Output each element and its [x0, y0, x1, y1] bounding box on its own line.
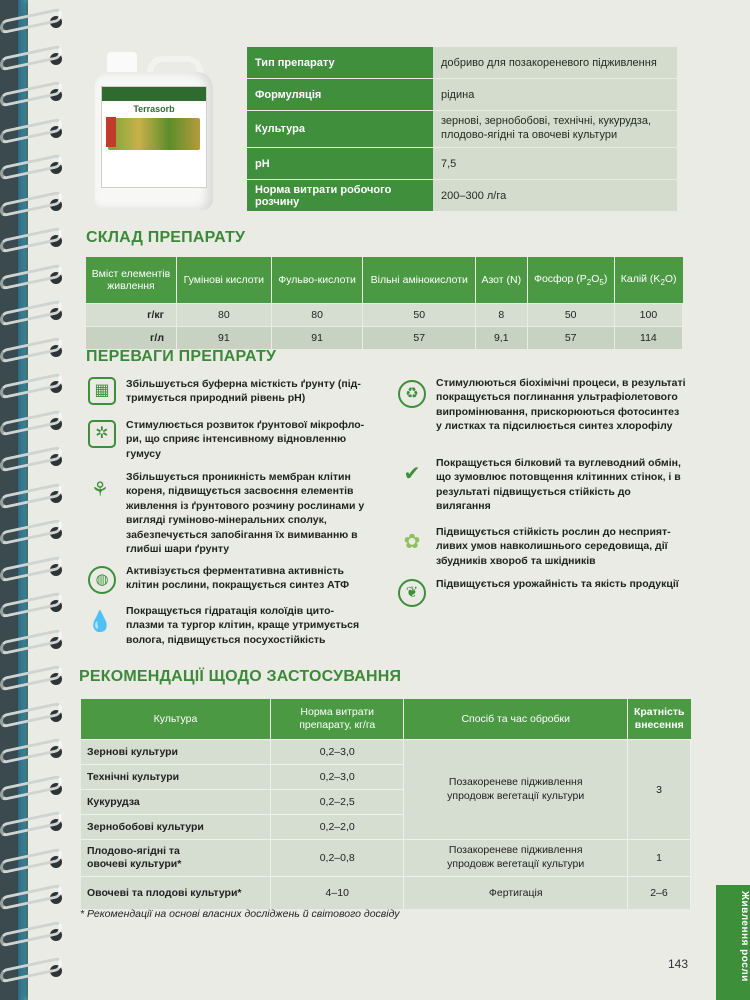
composition-header-row — [86, 257, 683, 304]
advantage-item: Збільшується буферна місткість ґрунту (підтримується природний рівень pH) — [126, 378, 361, 405]
canister-brand: Terrasorb — [133, 104, 175, 114]
composition-row: г/л 91 91 57 9,1 57 114 — [86, 327, 683, 350]
advantage-item: Підвищується стійкість рослин до несприятливих умов навколишнього середовища, дії збудників хвороб та шкідників — [436, 526, 671, 567]
info-row: pH 7,5 — [247, 148, 677, 180]
advantage-item: Активізується ферментативна активність клітин рослини, покращується синтез АТФ — [126, 565, 350, 592]
recommendations-table — [81, 699, 691, 909]
table-row: Плодово-ягідні та овочеві культури* 0,2–0,8 Позакореневе підживлення упродовж вегетації культури 1 — [81, 840, 691, 877]
advantage-item: Збільшується проникність мембран клітин кореня, підвищується засвоєння елементів живлення із ґрунтового розчину рослинами у вигляді гуміново-мінеральних сполук, забезпечується запобігання їх вимиванню в глибші шари ґрунту — [126, 471, 365, 556]
section-side-tab: Живлення росли — [716, 885, 750, 1000]
footnote: * Рекомендації на основі власних досліджень й світового досвіду — [80, 908, 400, 920]
plant-growth-icon: ❦ — [398, 579, 426, 607]
rec-header-count: Кратність внесення — [627, 699, 690, 740]
composition-table — [86, 257, 683, 349]
info-row: Норма витрати робочого розчину 200–300 л/га — [247, 180, 677, 212]
page-number: 143 — [668, 957, 689, 971]
table-row: Зернобобові культури 0,2–2,0 — [81, 815, 691, 840]
leaf-cycle-icon: ♻ — [398, 380, 426, 408]
rec-method-cell: Позакореневе підживлення упродовж вегетації культури — [404, 840, 628, 877]
recommendations-header-row — [81, 699, 691, 740]
advantage-item: Покращується білковий та вуглеводний обмін, що зумовлює потовщення клітинних стінок, і в результаті підвищується стійкість до вилягання — [436, 457, 681, 513]
soil-layers-icon: ▦ — [88, 377, 116, 405]
composition-header: Калій $(K_2O)$ — [614, 257, 682, 304]
rec-count-cell: 2–6 — [627, 877, 690, 910]
table-row: Овочеві та плодові культури* 4–10 Фертигація 2–6 — [81, 877, 691, 910]
canister-label — [101, 86, 207, 188]
advantage-item: Стимулюється розвиток ґрунтової мікрофлори, що сприяє інтенсивному відновленню гумусу — [126, 419, 365, 460]
rec-header-crop: Культура — [81, 699, 271, 740]
composition-header: Азот (N) — [476, 257, 528, 304]
cell-icon: ◍ — [88, 566, 116, 594]
rec-header-rate: Норма витрати препарату, кг/га — [271, 699, 404, 740]
rec-count-cell: 1 — [627, 840, 690, 877]
shield-check-icon: ✔ — [403, 463, 421, 485]
advantage-item: Стимулюються біохімічні процеси, в результаті покращується поглинання ультрафіолетового випромінювання, прискорюються фотосинтез у листках та підсилюється синтез хлорофілу — [436, 377, 686, 433]
composition-row: г/кг 80 80 50 8 50 100 — [86, 304, 683, 327]
rec-count-cell: 3 — [627, 740, 690, 840]
advantage-item: Підвищується урожайність та якість продукції — [436, 578, 679, 590]
soil-microflora-icon: ✲ — [88, 420, 116, 448]
product-canister-image — [95, 50, 217, 210]
catalog-page — [28, 0, 750, 1000]
composition-header: Гумінові кислоти — [177, 257, 272, 304]
rec-header-method: Спосіб та час обробки — [404, 699, 628, 740]
table-row: Кукурудза 0,2–2,5 — [81, 790, 691, 815]
advantage-item: Покращується гідратація колоїдів цитоплазми та тургор клітин, краще утримується волога, підвищується посухостійкість — [126, 605, 360, 646]
composition-header: Вміст елементів живлення — [86, 257, 177, 304]
water-drops-icon: 💧 — [87, 611, 113, 633]
composition-title: СКЛАД ПРЕПАРАТУ — [86, 229, 246, 246]
table-row: Технічні культури 0,2–3,0 — [81, 765, 691, 790]
rec-method-cell: Фертигація — [404, 877, 628, 910]
composition-header: Фосфор $(P_2O_5)$ — [527, 257, 614, 304]
plant-stress-icon: ✿ — [403, 531, 421, 553]
composition-header: Вільні амінокислоти — [363, 257, 476, 304]
info-row: Тип препарату добриво для позакореневого підживлення — [247, 47, 677, 79]
rec-method-cell: Позакореневе підживлення упродовж вегетації культури — [404, 740, 628, 840]
info-row: Формуляція рідина — [247, 79, 677, 111]
advantages-title: ПЕРЕВАГИ ПРЕПАРАТУ — [86, 348, 277, 365]
table-row: Зернові культури 0,2–3,0 Позакореневе підживлення упродовж вегетації культури 3 — [81, 740, 691, 765]
root-icon: ⚘ — [91, 479, 109, 501]
info-row: Культура зернові, зернобобові, технічні, кукурудза, плодово-ягідні та овочеві культури — [247, 111, 677, 148]
composition-header: Фульво-кислоти — [271, 257, 363, 304]
product-info-table — [247, 47, 677, 212]
recommendations-title: РЕКОМЕНДАЦІЇ ЩОДО ЗАСТОСУВАННЯ — [79, 668, 402, 685]
